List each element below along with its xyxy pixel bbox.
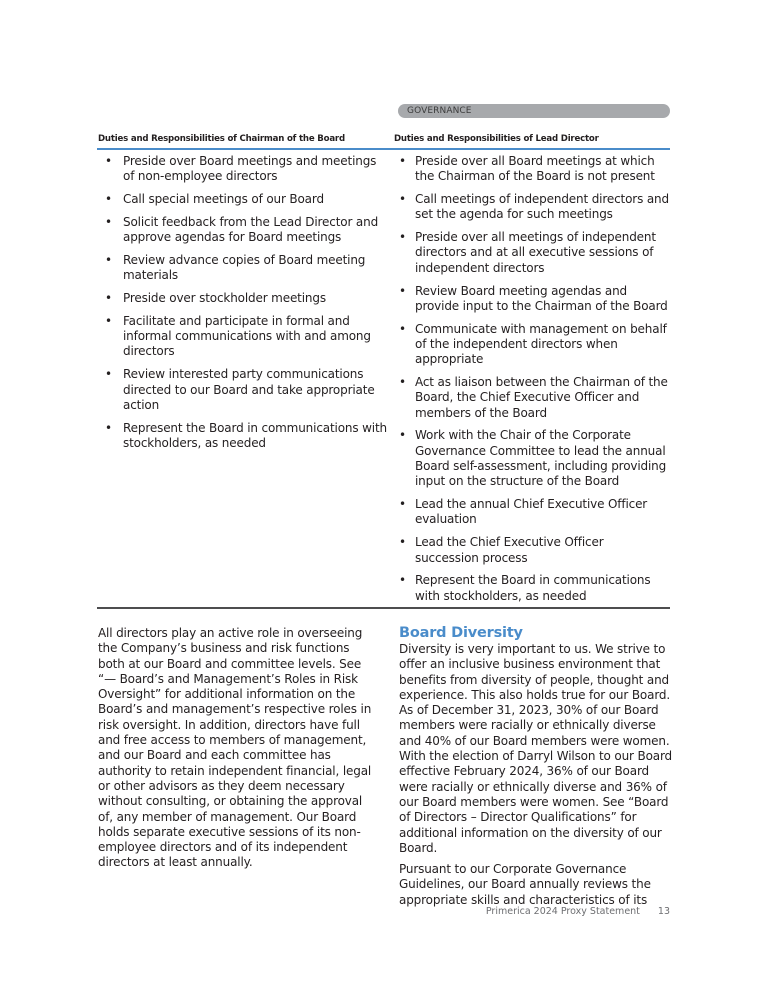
bullet-icon: •	[105, 313, 112, 328]
board-diversity-section	[399, 624, 674, 908]
bullet-icon: •	[399, 154, 406, 168]
list-item-text: Preside over Board meetings and meetings of non-employee directors	[123, 154, 377, 184]
list-item-text: Call special meetings of our Board	[123, 192, 324, 207]
list-item-text: Lead the annual Chief Executive Officer evaluation	[415, 497, 648, 527]
chairman-duties-column	[97, 150, 395, 604]
lead-director-duty-item	[395, 284, 670, 315]
table-header	[97, 132, 670, 150]
chairman-duty-item	[105, 253, 387, 284]
board-diversity-paragraph: Diversity is very important to us. We strive to offer an inclusive business environment that benefits from diversity of people, thought and experience. This also holds true for our Board. As of December 31, 2023, 30% of our Board members were racially or ethnically diverse and 40% of our Board members were women. With the election of Darryl Wilson to our Board effective February 2024, 36% of our Board were racially or ethnically diverse and 36% of our Board members were women. See “Board of Directors – Director Qualifications” for additional information on the diversity of our Board.	[399, 642, 673, 855]
list-item-text: Solicit feedback from the Lead Director and approve agendas for Board meetings	[123, 214, 379, 245]
list-item-text: Act as liaison between the Chairman of the Board, the Chief Executive Officer and members of the Board	[415, 375, 668, 420]
bullet-icon: •	[399, 428, 406, 443]
list-item-text: Facilitate and participate in formal and informal communications with and among directors	[123, 313, 371, 359]
list-item-text: Represent the Board in communications with stockholders, as needed	[123, 420, 387, 450]
lead-director-duties-list	[395, 154, 670, 604]
chairman-duties-list	[105, 154, 387, 451]
page-footer	[480, 906, 670, 917]
chairman-duty-item	[105, 421, 387, 452]
list-item-text: Preside over all Board meetings at which the Chairman of the Board is not present	[415, 154, 655, 184]
list-item-text: Call meetings of independent directors and set the agenda for such meetings	[415, 192, 669, 222]
lead-director-duty-item	[395, 192, 670, 223]
duties-table	[97, 132, 670, 609]
bullet-icon: •	[399, 321, 406, 336]
table-body	[97, 150, 670, 609]
lead-director-duties-header: Duties and Responsibilities of Lead Director	[394, 134, 599, 144]
list-item-text: Work with the Chair of the Corporate Governance Committee to lead the annual Board self-assessment, including providing input on the structure of the Board	[415, 428, 667, 489]
bullet-icon: •	[399, 375, 406, 390]
page-number: 13	[657, 906, 670, 917]
bullet-icon: •	[105, 192, 112, 207]
list-item-text: Preside over stockholder meetings	[123, 291, 326, 306]
lead-director-duties-column	[395, 150, 670, 604]
lead-director-duty-item	[395, 535, 670, 566]
lead-director-duty-item	[395, 573, 670, 604]
section-label: GOVERNANCE	[398, 104, 670, 118]
bullet-icon: •	[105, 154, 112, 168]
list-item-text: Communicate with management on behalf of the independent directors when appropriate	[415, 321, 667, 367]
chairman-duty-item	[105, 291, 387, 306]
chairman-duties-header: Duties and Responsibilities of Chairman of the Board	[98, 134, 345, 144]
bullet-icon: •	[105, 214, 112, 229]
lead-director-duty-item	[395, 322, 670, 368]
lead-director-duty-item	[395, 497, 670, 528]
chairman-duty-item	[105, 215, 387, 246]
bullet-icon: •	[105, 252, 112, 267]
bullet-icon: •	[399, 573, 406, 588]
publication-title: Primerica 2024 Proxy Statement	[485, 906, 640, 917]
bullet-icon: •	[399, 497, 406, 512]
bullet-icon: •	[399, 192, 406, 207]
bullet-icon: •	[399, 230, 406, 245]
list-item-text: Review interested party communications directed to our Board and take appropriate action	[123, 367, 375, 412]
lead-director-duty-item	[395, 230, 670, 276]
list-item-text: Review Board meeting agendas and provide input to the Chairman of the Board	[415, 283, 668, 313]
bullet-icon: •	[399, 283, 406, 298]
board-diversity-heading: Board Diversity	[399, 625, 523, 641]
lead-director-duty-item	[395, 375, 670, 421]
list-item-text: Review advance copies of Board meeting materials	[123, 252, 366, 283]
chairman-duty-item	[105, 314, 387, 360]
governance-guidelines-paragraph: Pursuant to our Corporate Governance Guidelines, our Board annually reviews the appropriate skills and characteristics of its	[399, 862, 651, 907]
list-item-text: Represent the Board in communications with stockholders, as needed	[415, 573, 651, 603]
chairman-duty-item	[105, 154, 387, 185]
bullet-icon: •	[399, 535, 406, 550]
chairman-duty-item	[105, 367, 387, 413]
oversight-paragraph: All directors play an active role in overseeing the Company’s business and risk functions both at our Board and committee levels. See “— Board’s and Management’s Roles in Risk Oversight” for additional information on the Board’s and management’s respective roles in risk oversight. In addition, directors have full and free access to members of management, and our Board and each committee has authority to retain independent financial, legal or other advisors as they deem necessary without consulting, or obtaining the approval of, any member of management. Our Board holds separate executive sessions of its non-employee directors and of its independent directors at least annually.	[98, 626, 372, 870]
list-item-text: Preside over all meetings of independent directors and at all executive sessions of independent directors	[415, 230, 656, 275]
bullet-icon: •	[105, 420, 112, 435]
lead-director-duty-item	[395, 154, 670, 185]
lead-director-duty-item	[395, 428, 670, 489]
bullet-icon: •	[105, 291, 112, 306]
list-item-text: Lead the Chief Executive Officer succession process	[415, 535, 604, 565]
chairman-duty-item	[105, 192, 387, 207]
bullet-icon: •	[105, 367, 112, 382]
